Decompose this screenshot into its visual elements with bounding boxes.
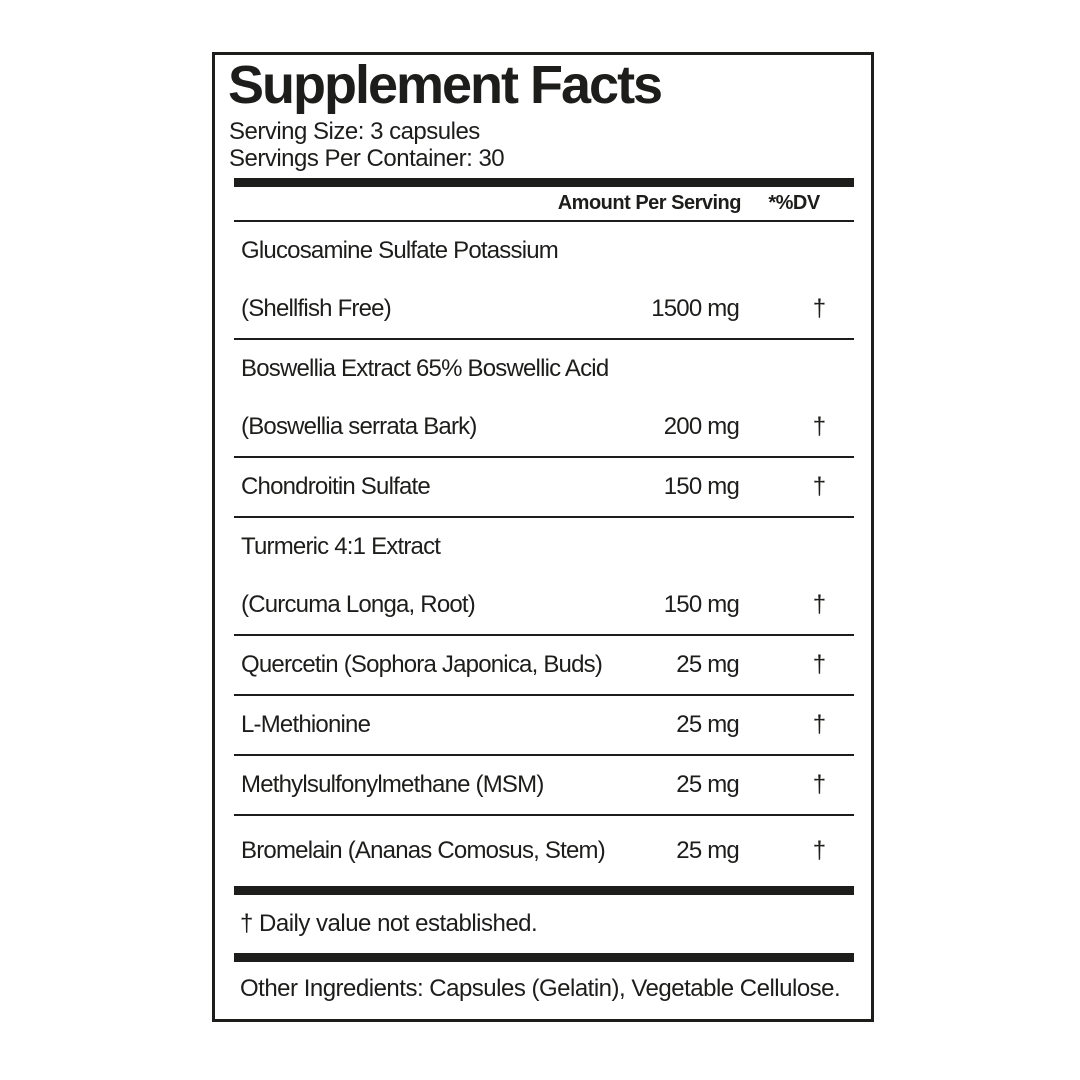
thick-divider-footnote [234, 886, 854, 895]
ingredient-name-detail: (Shellfish Free) [241, 295, 391, 322]
ingredient-dv: † [812, 837, 826, 864]
ingredient-dv: † [812, 711, 826, 738]
ingredient-dv: † [812, 591, 826, 618]
footnote: † Daily value not established. [240, 910, 538, 937]
ingredient-name: Boswellia Extract 65% Boswellic Acid [241, 355, 609, 382]
ingredient-name: Turmeric 4:1 Extract [241, 533, 441, 560]
table-row [234, 518, 854, 636]
ingredient-name: Glucosamine Sulfate Potassium [241, 237, 558, 264]
thick-divider-other [234, 953, 854, 962]
ingredient-name-detail: (Boswellia serrata Bark) [241, 413, 477, 440]
ingredient-amount: 25 mg [676, 651, 739, 678]
ingredient-dv: † [812, 413, 826, 440]
daily-value-header: *%DV [768, 192, 820, 214]
table-row [234, 340, 854, 458]
ingredient-dv: † [812, 771, 826, 798]
label-title: Supplement Facts [228, 55, 662, 115]
table-row [234, 636, 854, 696]
ingredient-name: Bromelain (Ananas Comosus, Stem) [241, 837, 605, 864]
table-row [234, 816, 854, 886]
serving-size: Serving Size: 3 capsules [229, 118, 480, 145]
ingredient-dv: † [812, 473, 826, 500]
ingredient-name-detail: (Curcuma Longa, Root) [241, 591, 475, 618]
ingredient-name: Methylsulfonylmethane (MSM) [241, 771, 544, 798]
ingredient-name: Chondroitin Sulfate [241, 473, 430, 500]
column-header-row [234, 187, 854, 222]
ingredient-dv: † [812, 295, 826, 322]
ingredient-amount: 150 mg [663, 591, 739, 618]
table-row [234, 222, 854, 340]
ingredient-dv: † [812, 651, 826, 678]
servings-per-container: Servings Per Container: 30 [229, 145, 505, 172]
thick-divider-top [234, 178, 854, 187]
ingredient-amount: 1500 mg [651, 295, 739, 322]
ingredient-name: Quercetin (Sophora Japonica, Buds) [241, 651, 603, 678]
other-ingredients: Other Ingredients: Capsules (Gelatin), Vegetable Cellulose. [240, 975, 841, 1002]
ingredient-amount: 25 mg [676, 771, 739, 798]
table-row [234, 756, 854, 816]
ingredient-name: L-Methionine [241, 711, 371, 738]
ingredient-amount: 150 mg [663, 473, 739, 500]
supplement-facts-label [212, 52, 874, 1022]
amount-per-serving-header: Amount Per Serving [557, 192, 741, 214]
ingredient-amount: 200 mg [663, 413, 739, 440]
table-row [234, 696, 854, 756]
ingredient-amount: 25 mg [676, 711, 739, 738]
table-row [234, 458, 854, 518]
ingredient-amount: 25 mg [676, 837, 739, 864]
